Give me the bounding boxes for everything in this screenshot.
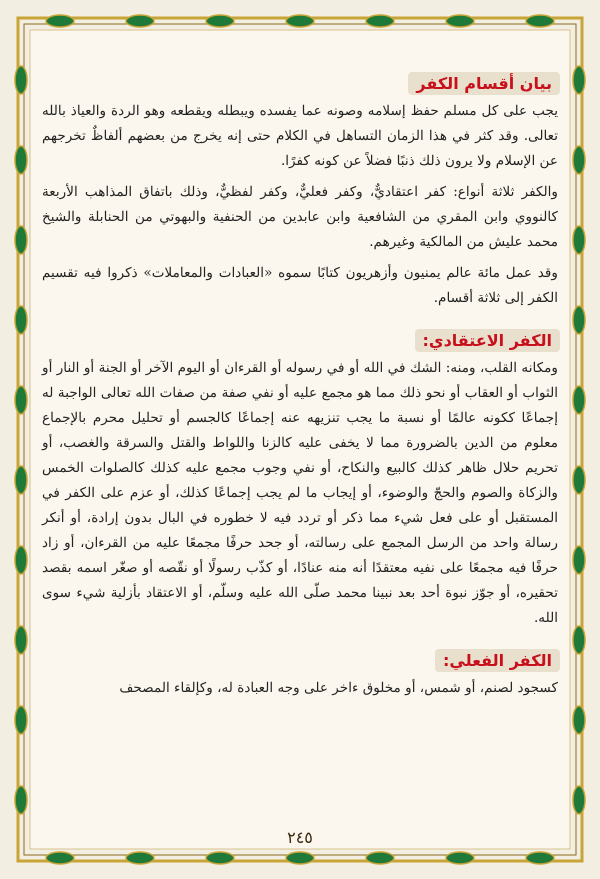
page-content xyxy=(40,60,560,820)
leaf-ornament-icon xyxy=(15,786,27,814)
page-number: ٢٤٥ xyxy=(287,828,313,847)
leaf-ornament-icon xyxy=(366,15,394,27)
leaf-ornament-icon xyxy=(366,852,394,864)
leaf-ornament-icon xyxy=(15,306,27,334)
leaf-ornament-icon xyxy=(573,706,585,734)
paragraph-1: يجب على كل مسلم حفظ إسلامه وصونه عما يفسده ويبطله ويقطعه وهو الردة والعياذ بالله تعالى. وقد كثر في هذا الزمان التساهل في الكلام حتى إنه يخرج من بعضهم ألفاظٌ تخرجهم عن الإسلام ولا يرون ذلك ذنبًا فضلاً عن كونه كفرًا. xyxy=(42,103,558,169)
leaf-ornament-icon xyxy=(526,852,554,864)
leaf-ornament-icon xyxy=(126,15,154,27)
leaf-ornament-icon xyxy=(15,66,27,94)
leaf-ornament-icon xyxy=(573,466,585,494)
leaf-ornament-icon xyxy=(573,146,585,174)
leaf-ornament-icon xyxy=(446,852,474,864)
leaf-ornament-icon xyxy=(15,466,27,494)
leaf-ornament-icon xyxy=(446,15,474,27)
leaf-ornament-icon xyxy=(573,386,585,414)
leaf-ornament-icon xyxy=(46,852,74,864)
leaf-ornament-icon xyxy=(15,226,27,254)
leaf-ornament-icon xyxy=(573,226,585,254)
leaf-ornament-icon xyxy=(286,15,314,27)
paragraph-5: كسجود لصنم، أو شمس، أو مخلوق ءاخر على وجه العبادة له، وكإلقاء المصحف xyxy=(119,680,558,696)
leaf-ornament-icon xyxy=(15,146,27,174)
leaf-ornament-icon xyxy=(206,852,234,864)
paragraph-3: وقد عمل مائة عالم يمنيون وأزهريون كتابًا سموه «العبادات والمعاملات» ذكروا فيه تقسيم الكفر إلى ثلاثة أقسام. xyxy=(42,265,558,306)
subheading-belief-kufr: الكفر الاعتقادي: xyxy=(415,329,561,352)
leaf-ornament-icon xyxy=(15,706,27,734)
subheading-action-kufr: الكفر الفعلي: xyxy=(435,649,560,672)
leaf-ornament-icon xyxy=(206,15,234,27)
paragraph-2: والكفر ثلاثة أنواع: كفر اعتقاديٌّ، وكفر فعليٌّ، وكفر لفظيٌّ، وذلك باتفاق المذاهب الأربعة كالنووي وابن المقري من الشافعية وابن عابدين من الحنفية والبهوتي من الحنابلة والشيخ محمد عليش من المالكية وغيرهم. xyxy=(42,184,558,250)
leaf-ornament-icon xyxy=(126,852,154,864)
leaf-ornament-icon xyxy=(573,546,585,574)
leaf-ornament-icon xyxy=(46,15,74,27)
leaf-ornament-icon xyxy=(573,626,585,654)
leaf-ornament-icon xyxy=(573,66,585,94)
paragraph-4: ومكانه القلب، ومنه: الشك في الله أو في رسوله أو القرءان أو اليوم الآخر أو الجنة أو النار أو الثواب أو العقاب أو نحو ذلك مما هو مجمع عليه أو نفي صفة من صفات الله تعالى الواجبة له إجماعًا ككونه عالمًا أو نسبة ما يجب تنزيهه عنه إجماعًا كالجسم أو تحليل محرم بالإجماع معلوم من الدين بالضرورة مما لا يخفى عليه كالزنا واللواط والقتل والسرقة والغصب، أو تحريم حلال ظاهر كذلك كالبيع والنكاح، أو نفي وجوب مجمع عليه كذلك كالصلوات الخمس والزكاة والصوم والحجّ والوضوء، أو إيجاب ما لم يجب إجماعًا كذلك، أو عزم على الكفر في المستقبل أو على فعل شيء مما ذكر أو تردد فيه لا خطوره في البال بدون إرادة، أو أنكر رسالة واحد من الرسل المجمع على رسالته، أو جحد حرفًا مجمعًا عليه من القرءان، أو زاد حرفًا فيه مجمعًا على نفيه معتقدًا أنه منه عنادًا، أو كذّب رسولًا أو نقّصه أو صغّر اسمه بقصد تحقيره، أو جوّز نبوة أحد بعد نبينا محمد صلّى الله عليه وسلّم، أو الاعتقاد بأزلية شيء سوى الله. xyxy=(42,360,558,626)
leaf-ornament-icon xyxy=(15,626,27,654)
leaf-ornament-icon xyxy=(526,15,554,27)
leaf-ornament-icon xyxy=(573,306,585,334)
leaf-ornament-icon xyxy=(286,852,314,864)
leaf-ornament-icon xyxy=(573,786,585,814)
leaf-ornament-icon xyxy=(15,386,27,414)
section-title: بيان أقسام الكفر xyxy=(408,72,560,95)
leaf-ornament-icon xyxy=(15,546,27,574)
